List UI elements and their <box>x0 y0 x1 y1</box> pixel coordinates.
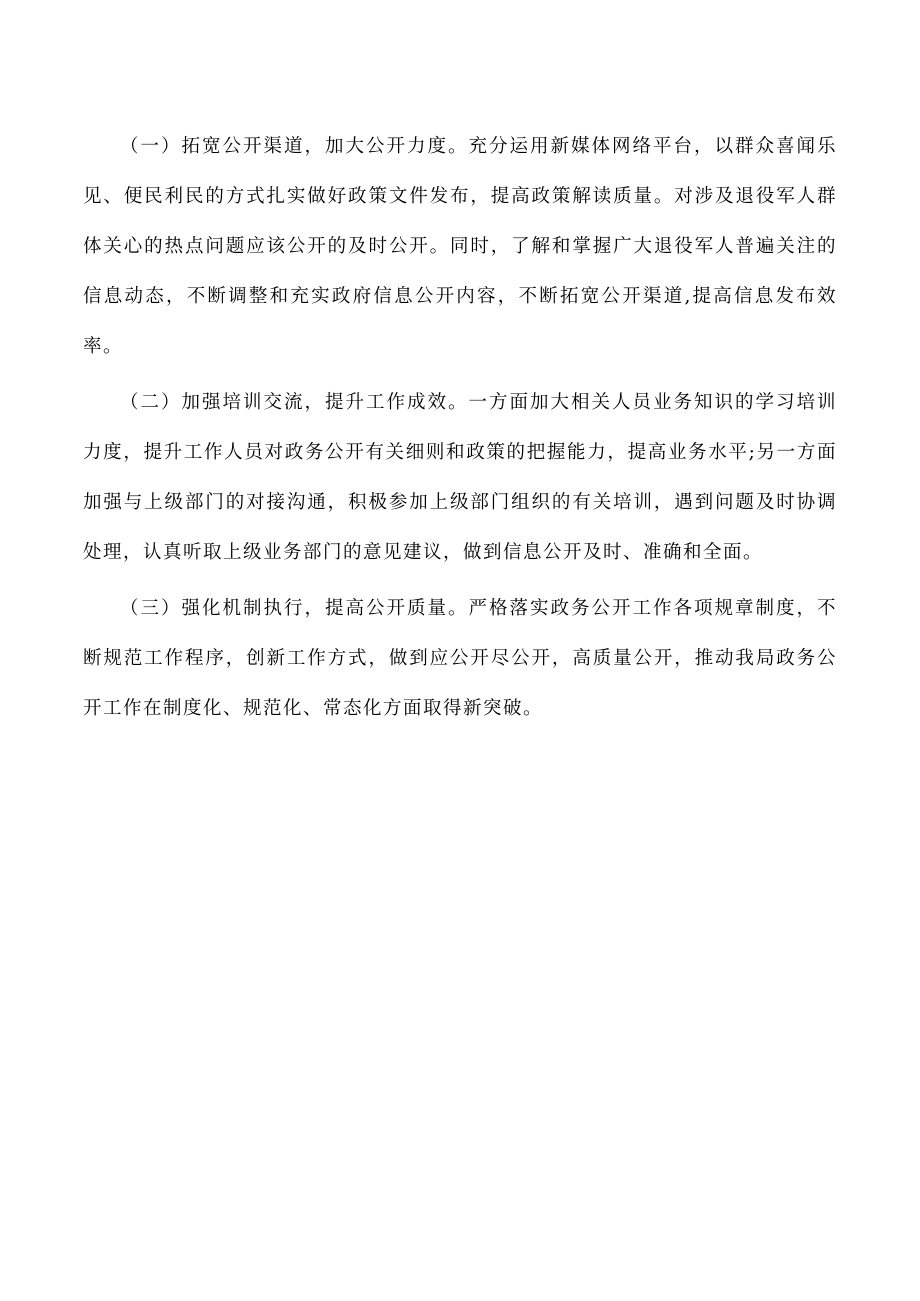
paragraph-1: （一）拓宽公开渠道，加大公开力度。充分运用新媒体网络平台，以群众喜闻乐见、便民利民的方式扎实做好政策文件发布，提高政策解读质量。对涉及退役军人群体关心的热点问题应该公开的及时公开。同时，了解和掌握广大退役军人普遍关注的信息动态，不断调整和充实政府信息公开内容，不断拓宽公开渠道,提高信息发布效率。 <box>83 136 837 357</box>
document-body <box>83 122 837 740</box>
paragraph-3: （三）强化机制执行，提高公开质量。严格落实政务公开工作各项规章制度，不断规范工作程序，创新工作方式，做到应公开尽公开，高质量公开，推动我局政务公开工作在制度化、规范化、常态化方面取得新突破。 <box>83 598 837 719</box>
paragraph-2: （二）加强培训交流，提升工作成效。一方面加大相关人员业务知识的学习培训力度，提升工作人员对政务公开有关细则和政策的把握能力，提高业务水平;另一方面加强与上级部门的对接沟通，积极参加上级部门组织的有关培训，遇到问题及时协调处理，认真听取上级业务部门的意见建议，做到信息公开及时、准确和全面。 <box>83 392 837 563</box>
